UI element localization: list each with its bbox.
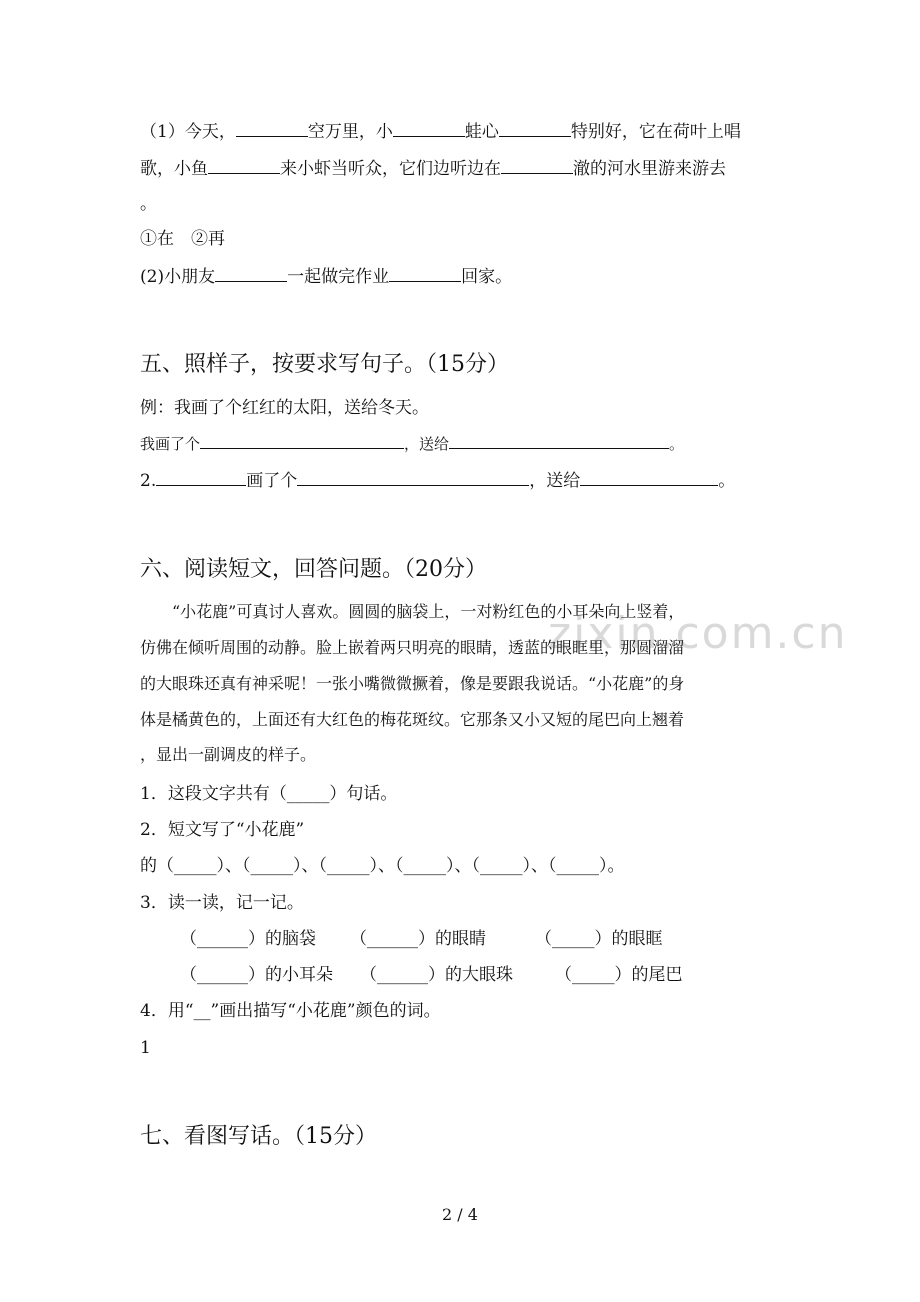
q3-item: （______）的大眼珠 [360,965,513,985]
q6-heading: 六、阅读短文，回答问题。（20分） [140,557,487,582]
q6-question-2: 2．短文写了“小花鹿” [140,820,305,840]
blank[interactable] [208,155,280,174]
q5-example: 例：我画了个红红的太阳，送给冬天。 [140,398,429,418]
blank[interactable] [200,430,404,449]
q5-line-1: 我画了个 ，送给 。 [140,430,684,456]
q3-item: （_____）的尾巴 [555,965,683,985]
q4-line-5: (2)小朋友 一起做完作业 回家。 [140,263,512,289]
q3-item: （_____）的眼眶 [535,929,663,949]
q3-item: （______）的眼睛 [350,929,486,949]
blank[interactable] [236,118,308,137]
blank[interactable] [449,430,669,449]
q3-item: （______）的脑袋 [180,929,316,949]
blank[interactable] [580,467,718,486]
passage-line: 仿佛在倾听周围的动静。脸上嵌着两只明亮的眼睛，透蓝的眼眶里，那圆溜溜 [140,638,685,657]
passage-line: ，显出一副调皮的样子。 [140,745,317,764]
blank[interactable] [393,118,465,137]
blank[interactable] [501,155,573,174]
passage-line: “小花鹿”可真讨人喜欢。圆圆的脑袋上，一对粉红色的小耳朵向上竖着， [172,602,685,621]
q3-item: （______）的小耳朵 [180,965,333,985]
q4-line-3: 。 [140,194,157,214]
q6-question-1: 1．这段文字共有（_____）句话。 [140,784,398,804]
q7-heading: 七、看图写话。（15分） [140,1124,377,1149]
page-number: 2 / 4 [442,1205,478,1224]
passage-line: 的大眼珠还真有神采呢！一张小嘴微微撅着，像是要跟我说话。“小花鹿”的身 [140,674,685,693]
answer-line-label: 1 [140,1038,151,1058]
q6-question-3: 3．读一读，记一记。 [140,893,304,913]
q4-options: ①在 ②再 [140,229,225,249]
watermark: zixin.com.cn [548,608,848,659]
q4-line-2: 歌，小鱼 来小虾当听众，它们边听边在 澈的河水里游来游去 [140,155,726,181]
blank[interactable] [499,118,571,137]
q5-line-2: 2. 画了个 ，送给 。 [140,467,735,493]
q6-question-2-blanks: 的（_____）、（_____）、（_____）、（_____）、（_____）、（_____）。 [140,856,625,876]
passage-line: 体是橘黄色的，上面还有大红色的梅花斑纹。它那条又小又短的尾巴向上翘着 [140,710,685,729]
blank[interactable] [156,467,246,486]
blank[interactable] [297,467,529,486]
blank[interactable] [389,263,461,282]
q5-heading: 五、照样子，按要求写句子。（15分） [140,352,509,377]
q4-line-1: （1）今天， 空万里，小 蛙心 特别好，它在荷叶上唱 [140,118,741,144]
q6-question-4: 4．用“__”画出描写“小花鹿”颜色的词。 [140,1001,441,1021]
blank[interactable] [215,263,287,282]
